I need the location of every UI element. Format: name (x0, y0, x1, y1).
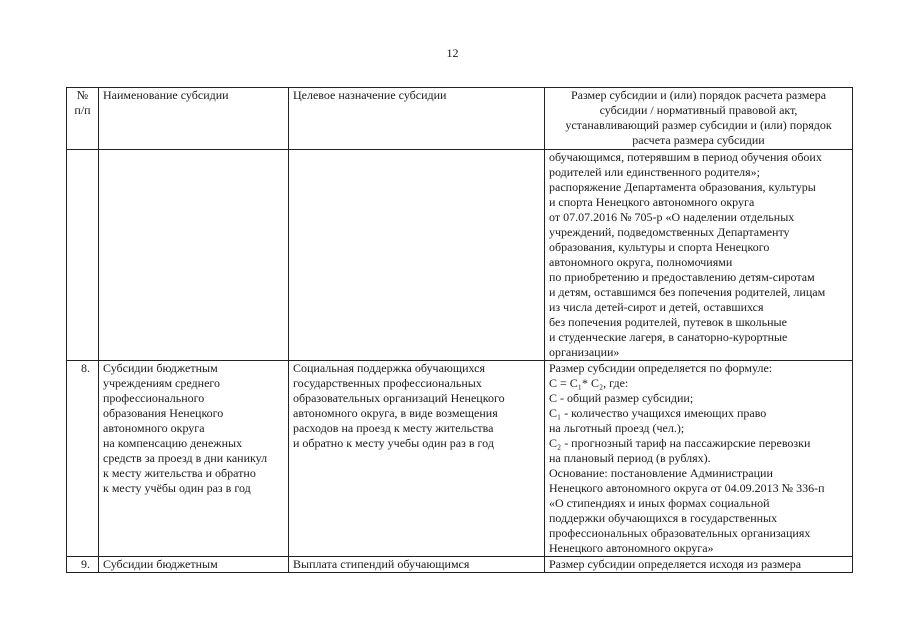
calc-line: без попечения родителей, путевок в школьные (549, 315, 787, 329)
table-header-row (67, 88, 853, 150)
calc-line: поддержки обучающихся в государственных (549, 511, 778, 525)
cell-purpose (289, 557, 545, 573)
header-number-line: № (76, 88, 89, 102)
calc-line: организации» (549, 345, 620, 359)
calc-line: Размер субсидии определяется по формуле: (549, 361, 773, 375)
cell-number (67, 150, 99, 361)
purpose-line: и обратно к месту учебы один раз в год (293, 436, 494, 450)
calc-line: С₂ - прогнозный тариф на пассажирские перевозки (549, 436, 811, 450)
header-calc (545, 88, 853, 150)
header-name-line: Наименование субсидии (103, 88, 229, 102)
name-line: средств за проезд в дни каникул (103, 451, 268, 465)
calc-line: родителей или единственного родителя»; (549, 165, 760, 179)
name-line: на компенсацию денежных (103, 436, 243, 450)
calc-line: и детям, оставшимся без попечения родителей, лицам (549, 285, 826, 299)
calc-line: и спорта Ненецкого автономного округа (549, 195, 755, 209)
calc-line: на плановый период (в рублях). (549, 451, 711, 465)
name-line: к месту жительства и обратно (103, 466, 256, 480)
calc-line: Основание: постановление Администрации (549, 466, 773, 480)
header-purpose (289, 88, 545, 150)
name-line: профессионального (103, 391, 205, 405)
calc-line: обучающимся, потерявшим в период обучения обоих (549, 150, 822, 164)
header-number (67, 88, 99, 150)
calc-line: С - общий размер субсидии; (549, 391, 694, 405)
calc-line: от 07.07.2016 № 705-р «О наделении отдельных (549, 210, 795, 224)
calc-line: и студенческие лагеря, в санаторно-курортные (549, 330, 788, 344)
purpose-line: расходов на проезд к месту жительства (293, 421, 494, 435)
purpose-line: Выплата стипендий обучающимся (293, 557, 470, 571)
cell-name (99, 150, 289, 361)
cell-number: 9. (67, 557, 99, 573)
header-name (99, 88, 289, 150)
calc-line: Ненецкого автономного округа» (549, 541, 714, 555)
calc-line: автономного округа, полномочиями (549, 255, 733, 269)
purpose-line: Социальная поддержка обучающихся (293, 361, 486, 375)
name-line: Субсидии бюджетным (103, 361, 218, 375)
calc-line: профессиональных образовательных организациях (549, 526, 811, 540)
header-calc-line: Размер субсидии и (или) порядок расчета размера (570, 88, 827, 102)
calc-line: из числа детей-сирот и детей, оставшихся (549, 300, 764, 314)
calc-line: учреждений, подведомственных Департаменту (549, 225, 790, 239)
cell-name (99, 557, 289, 573)
purpose-line: автономного округа, в виде возмещения (293, 406, 498, 420)
header-calc-line: субсидии / нормативный правовой акт, (599, 103, 798, 117)
table-row (67, 557, 853, 573)
cell-number: 8. (67, 361, 99, 557)
calc-line: на льготный проезд (чел.); (549, 421, 685, 435)
purpose-line: образовательных организаций Ненецкого (293, 391, 505, 405)
header-number-line: п/п (74, 103, 91, 117)
cell-calc (545, 361, 853, 557)
calc-line: образования, культуры и спорта Ненецкого (549, 240, 770, 254)
cell-purpose (289, 361, 545, 557)
name-line: к месту учёбы один раз в год (103, 481, 251, 495)
subsidy-table (66, 87, 853, 573)
calc-line: С₁ - количество учащихся имеющих право (549, 406, 767, 420)
cell-calc (545, 150, 853, 361)
purpose-line: государственных профессиональных (293, 376, 482, 390)
header-calc-line: устанавливающий размер субсидии и (или) порядок (565, 118, 832, 132)
calc-line: Ненецкого автономного округа от 04.09.2013 № 336-п (549, 481, 825, 495)
calc-line: С = С₁* С₂, где: (549, 376, 629, 390)
cell-name (99, 361, 289, 557)
name-line: Субсидии бюджетным (103, 557, 218, 571)
calc-line: «О стипендиях и иных формах социальной (549, 496, 770, 510)
page-number: 12 (446, 46, 459, 60)
cell-purpose (289, 150, 545, 361)
name-line: учреждениям среднего (103, 376, 221, 390)
cell-calc (545, 557, 853, 573)
calc-line: по приобретению и предоставлению детям-сиротам (549, 270, 815, 284)
header-calc-line: расчета размера субсидии (632, 133, 765, 147)
calc-line: распоряжение Департамента образования, культуры (549, 180, 816, 194)
name-line: образования Ненецкого (103, 406, 224, 420)
name-line: автономного округа (103, 421, 205, 435)
calc-line: Размер субсидии определяется исходя из размера (549, 557, 802, 571)
table-row (67, 150, 853, 361)
header-purpose-line: Целевое назначение субсидии (293, 88, 447, 102)
table-row (67, 361, 853, 557)
